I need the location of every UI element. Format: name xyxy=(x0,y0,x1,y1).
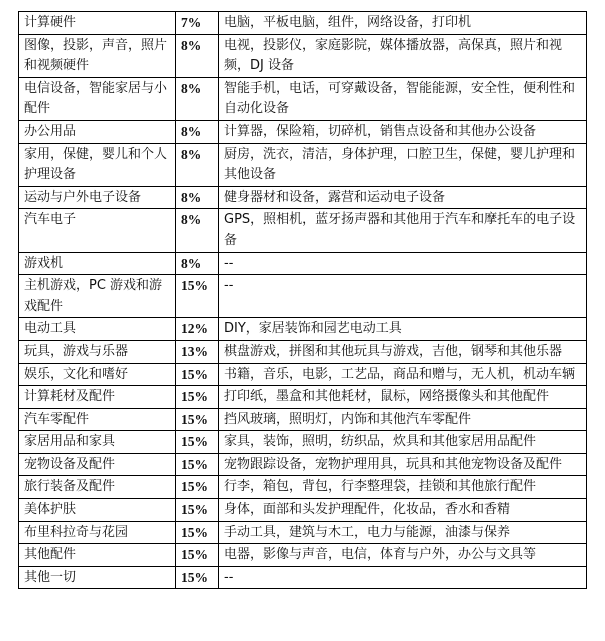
rate-cell: 15% xyxy=(176,521,219,544)
table-row xyxy=(19,431,587,454)
rate-cell: 8% xyxy=(176,77,219,120)
table-row xyxy=(19,120,587,143)
examples-cell: 电视，投影仪，家庭影院，媒体播放器，高保真，照片和视频，DJ 设备 xyxy=(219,34,587,77)
rate-cell: 8% xyxy=(176,120,219,143)
rate-cell: 15% xyxy=(176,566,219,589)
examples-cell: 挡风玻璃，照明灯，内饰和其他汽车零配件 xyxy=(219,408,587,431)
examples-cell: DIY，家居装饰和园艺电动工具 xyxy=(219,318,587,341)
table-row xyxy=(19,476,587,499)
rate-cell: 8% xyxy=(176,186,219,209)
category-cell: 旅行装备及配件 xyxy=(19,476,176,499)
rate-cell: 15% xyxy=(176,386,219,409)
rate-cell: 15% xyxy=(176,453,219,476)
rate-cell: 15% xyxy=(176,476,219,499)
examples-cell: 行李，箱包，背包，行李整理袋，挂锁和其他旅行配件 xyxy=(219,476,587,499)
category-cell: 运动与户外电子设备 xyxy=(19,186,176,209)
table-row xyxy=(19,521,587,544)
examples-cell: -- xyxy=(219,275,587,318)
category-fee-table xyxy=(18,11,587,589)
category-cell: 游戏机 xyxy=(19,252,176,275)
examples-cell: 健身器材和设备，露营和运动电子设备 xyxy=(219,186,587,209)
table-row xyxy=(19,453,587,476)
table-row xyxy=(19,566,587,589)
examples-cell: 手动工具，建筑与木工，电力与能源，油漆与保养 xyxy=(219,521,587,544)
examples-cell: 棋盘游戏，拼图和其他玩具与游戏，吉他，钢琴和其他乐器 xyxy=(219,340,587,363)
examples-cell: 电脑，平板电脑，组件，网络设备，打印机 xyxy=(219,12,587,35)
examples-cell: -- xyxy=(219,566,587,589)
examples-cell: -- xyxy=(219,252,587,275)
rate-cell: 8% xyxy=(176,209,219,252)
category-cell: 布里科拉奇与花园 xyxy=(19,521,176,544)
category-cell: 计算硬件 xyxy=(19,12,176,35)
table-row xyxy=(19,363,587,386)
examples-cell: 家具，装饰，照明，纺织品，炊具和其他家居用品配件 xyxy=(219,431,587,454)
examples-cell: 厨房，洗衣，清洁，身体护理，口腔卫生，保健，婴儿护理和其他设备 xyxy=(219,143,587,186)
category-cell: 宠物设备及配件 xyxy=(19,453,176,476)
category-cell: 办公用品 xyxy=(19,120,176,143)
category-cell: 电信设备，智能家居与小配件 xyxy=(19,77,176,120)
table-row xyxy=(19,12,587,35)
rate-cell: 15% xyxy=(176,544,219,567)
table-row xyxy=(19,186,587,209)
examples-cell: 智能手机，电话，可穿戴设备，智能能源，安全性，便利性和自动化设备 xyxy=(219,77,587,120)
table-row xyxy=(19,499,587,522)
category-cell: 电动工具 xyxy=(19,318,176,341)
examples-cell: GPS，照相机，蓝牙扬声器和其他用于汽车和摩托车的电子设备 xyxy=(219,209,587,252)
rate-cell: 7% xyxy=(176,12,219,35)
table-row xyxy=(19,544,587,567)
table-row xyxy=(19,408,587,431)
examples-cell: 计算器，保险箱，切碎机，销售点设备和其他办公设备 xyxy=(219,120,587,143)
rate-cell: 12% xyxy=(176,318,219,341)
category-cell: 玩具，游戏与乐器 xyxy=(19,340,176,363)
category-cell: 主机游戏，PC 游戏和游戏配件 xyxy=(19,275,176,318)
table-row xyxy=(19,318,587,341)
examples-cell: 身体，面部和头发护理配件，化妆品，香水和香精 xyxy=(219,499,587,522)
category-cell: 娱乐，文化和嗜好 xyxy=(19,363,176,386)
category-cell: 其他配件 xyxy=(19,544,176,567)
rate-cell: 15% xyxy=(176,408,219,431)
table-row xyxy=(19,143,587,186)
rate-cell: 15% xyxy=(176,499,219,522)
table-row xyxy=(19,275,587,318)
table-row xyxy=(19,252,587,275)
rate-cell: 15% xyxy=(176,363,219,386)
examples-cell: 电器，影像与声音，电信，体育与户外，办公与文具等 xyxy=(219,544,587,567)
category-cell: 其他一切 xyxy=(19,566,176,589)
category-cell: 汽车零配件 xyxy=(19,408,176,431)
category-cell: 家居用品和家具 xyxy=(19,431,176,454)
table-row xyxy=(19,209,587,252)
rate-cell: 13% xyxy=(176,340,219,363)
table-row xyxy=(19,386,587,409)
rate-cell: 15% xyxy=(176,431,219,454)
category-cell: 计算耗材及配件 xyxy=(19,386,176,409)
category-cell: 美体护肤 xyxy=(19,499,176,522)
category-cell: 家用，保健，婴儿和个人护理设备 xyxy=(19,143,176,186)
table-row xyxy=(19,34,587,77)
examples-cell: 宠物跟踪设备，宠物护理用具，玩具和其他宠物设备及配件 xyxy=(219,453,587,476)
rate-cell: 8% xyxy=(176,252,219,275)
category-cell: 汽车电子 xyxy=(19,209,176,252)
rate-cell: 8% xyxy=(176,143,219,186)
table-row xyxy=(19,77,587,120)
examples-cell: 书籍，音乐，电影，工艺品，商品和赠与，无人机，机动车辆 xyxy=(219,363,587,386)
examples-cell: 打印纸，墨盒和其他耗材，鼠标，网络摄像头和其他配件 xyxy=(219,386,587,409)
rate-cell: 15% xyxy=(176,275,219,318)
category-cell: 图像，投影，声音，照片和视频硬件 xyxy=(19,34,176,77)
rate-cell: 8% xyxy=(176,34,219,77)
table-row xyxy=(19,340,587,363)
